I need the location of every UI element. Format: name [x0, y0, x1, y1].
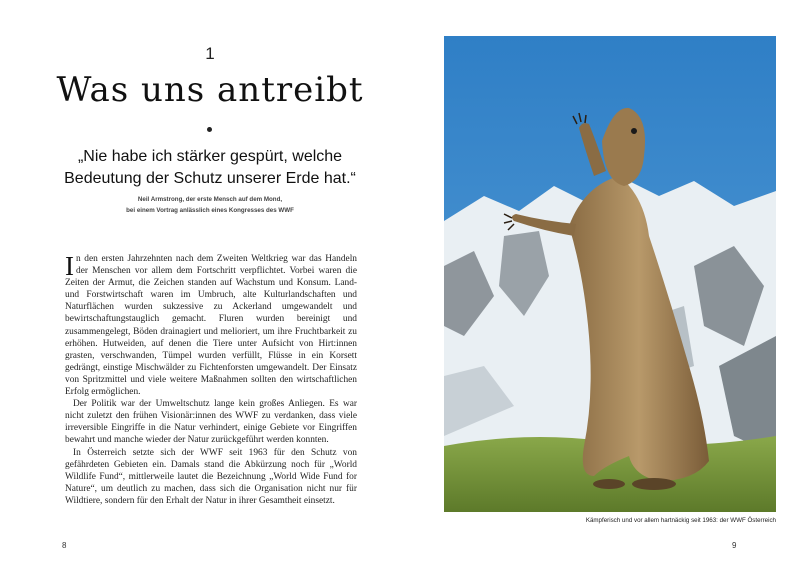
paragraph — [65, 253, 357, 398]
body-text — [65, 253, 357, 507]
paragraph-text: n den ersten Jahrzehnten nach dem Zweiten Weltkrieg war das Handeln der Menschen vor allem dem Fortschritt verpflichtet. Vorbei waren die Zeiten der Armut, die Zeichen standen auf Wachstum und Konsum. Land- und Forstwirtschaft waren im Umbruch, alte Kulturlandschaften und Naturflächen wurden sukzessive zu Ackerland umgewandelt und bewirtschaftungstauglich gemacht. Fluren wurden bereinigt und zusammengelegt, Böden drainagiert und melioriert, um ihre Fruchtbarkeit zu erhöhen. Hutweiden, auf denen die Tiere unter Aufsicht von Hirt:innen grasten, verschwanden, Tümpel wurden verfüllt, Flüsse in ein Korsett gedrängt, einstige Mischwälder zu Fichtenforsten umgewandelt. Der Einsatz von Spritzmittel und viele weitere Maßnahmen sollten den wirtschaftlichen Erfolg ermöglichen. — [65, 254, 357, 398]
marmot-image — [444, 36, 776, 512]
photo-caption: Kämpferisch und vor allem hartnäckig seit 1963: der WWF Österreich — [585, 517, 776, 524]
paragraph: Der Politik war der Umweltschutz lange kein großes Anliegen. Es war nicht zuletzt den frühen Visionär:innen des WWF zu verdanken, dass viele irreversible Eingriffe in die Natur verhindert, einige Gebiete vor Eingriffen bewahrt und manche wieder der Natur zurückgeführt werden konnten. — [65, 399, 357, 446]
marmot-photo — [444, 36, 776, 512]
chapter-title: Was uns antreibt — [56, 70, 364, 110]
quote-attribution — [40, 194, 380, 216]
epigraph-quote: „Nie habe ich stärker gespürt, welche Bedeutung der Schutz unserer Erde hat.“ — [64, 148, 356, 187]
right-page — [420, 0, 800, 578]
attribution-line: Neil Armstrong, der erste Mensch auf dem Mond, — [137, 196, 283, 203]
drop-cap: I — [65, 251, 74, 281]
page-number: 9 — [732, 541, 737, 550]
attribution-line: bei einem Vortrag anlässlich eines Kongresses des WWF — [126, 207, 294, 214]
paragraph: In Österreich setzte sich der WWF seit 1963 für den Schutz von gefährdeten Gebieten ein. Damals stand die Abkürzung noch für „World Wildlife Fund“, mittlerweile lautet die Bezeichnung „World Wide Fund for Nature“, um deutlich zu machen, dass sich die Organisation nicht nur für Wildtiere, sondern für den Erhalt der Natur in ihrer Gesamtheit einsetzt. — [65, 447, 357, 506]
page-number: 8 — [62, 541, 67, 550]
title-bullet — [207, 127, 212, 132]
chapter-number: 1 — [205, 44, 215, 63]
